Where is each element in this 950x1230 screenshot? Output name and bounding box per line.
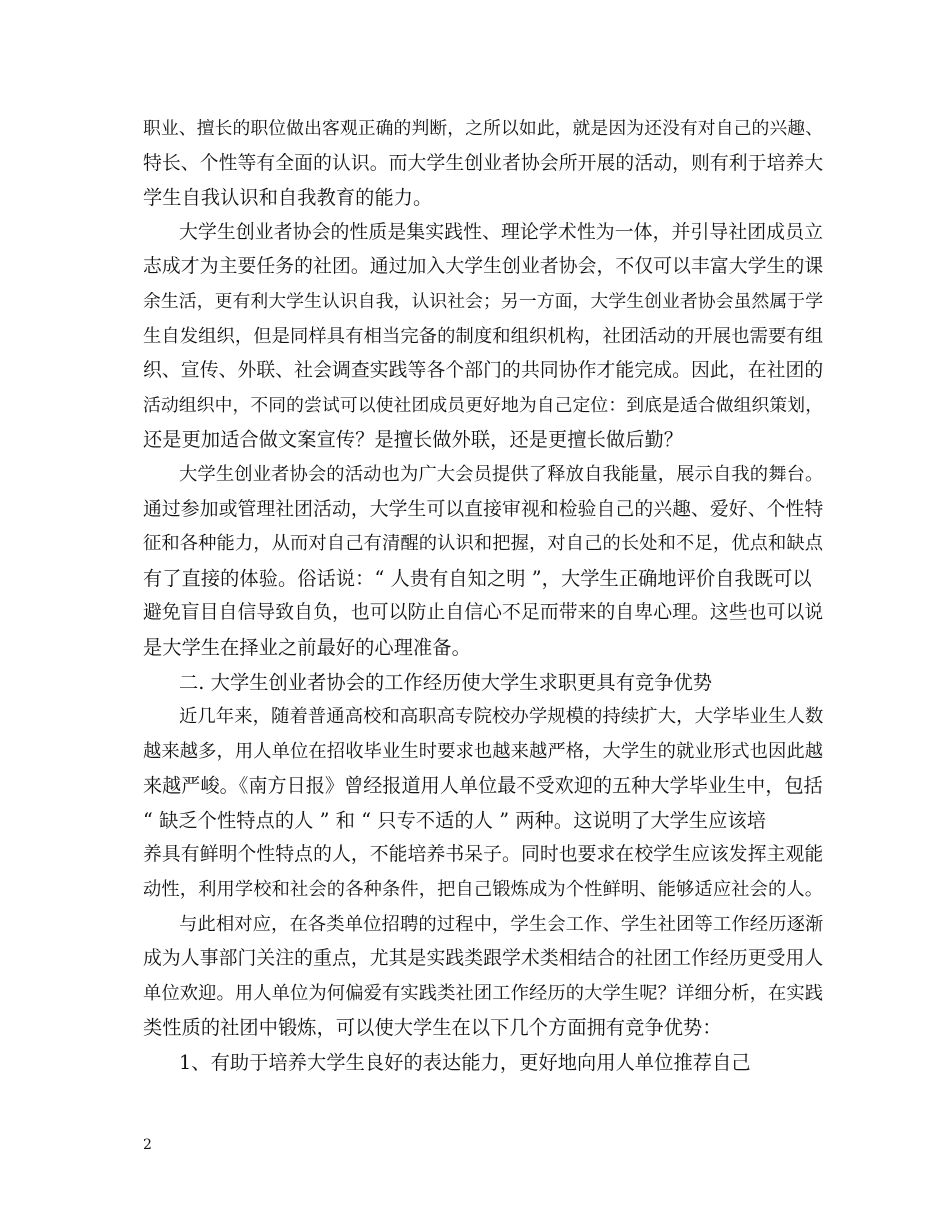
text-line: 与此相对应，在各类单位招聘的过程中，学生会工作、学生社团等工作经历逐渐	[179, 913, 824, 935]
text-line: 类性质的社团中锻炼，可以使大学生在以下几个方面拥有竞争优势：	[143, 1016, 722, 1040]
text-line: 养具有鲜明个性特点的人，不能培养书呆子。同时也要求在校学生应该发挥主观能	[143, 844, 824, 866]
text-line: 学生自我认识和自我教育的能力。	[143, 186, 433, 210]
text-line: 职业、擅长的职位做出客观正确的判断，之所以如此，就是因为还没有对自己的兴趣、	[143, 118, 824, 139]
text-line: 近几年来，随着普通高校和高职高专院校办学规模的持续扩大，大学毕业生人数	[179, 706, 824, 728]
text-line: 大学生创业者协会的活动也为广大会员提供了释放自我能量，展示自我的舞台。	[179, 463, 824, 485]
text-line: 成为人事部门关注的重点，尤其是实践类跟学术类相结合的社团工作经历更受用人	[143, 948, 824, 970]
text-line: 1、有助于培养大学生良好的表达能力，更好地向用人单位推荐自己	[179, 1051, 751, 1075]
text-line: 是大学生在择业之前最好的心理准备。	[143, 635, 471, 659]
page-number: 2	[143, 1137, 152, 1153]
text-line: 避免盲目自信导致自负，也可以防止自信心不足而带来的自卑心理。这些也可以说	[143, 602, 824, 624]
text-line: 征和各种能力，从而对自己有清醒的认识和把握，对自己的长处和不足，优点和缺点	[143, 533, 824, 555]
text-line: 织、宣传、外联、社会调查实践等各个部门的共同协作才能完成。因此，在社团的	[143, 360, 824, 382]
text-line: 有了直接的体验。俗话说：“ 人贵有自知之明 ”，大学生正确地评价自我既可以	[143, 566, 812, 590]
text-line: 二. 大学生创业者协会的工作经历使大学生求职更具有竞争优势	[179, 670, 713, 694]
text-line: 大学生创业者协会的性质是集实践性、理论学术性为一体，并引导社团成员立	[179, 221, 824, 243]
text-line: 越来越多，用人单位在招收毕业生时要求也越来越严格，大学生的就业形式也因此越	[143, 740, 824, 762]
text-line: “ 缺乏个性特点的人 ” 和 “ 只专不适的人 ” 两种。这说明了大学生应该培	[143, 808, 767, 832]
text-line: 余生活，更有利大学生认识自我，认识社会；另一方面，大学生创业者协会虽然属于学	[143, 290, 824, 312]
document-body	[143, 112, 823, 1081]
text-line: 还是更加适合做文案宣传？是擅长做外联，还是更擅长做后勤？	[143, 428, 684, 452]
text-line: 来越严峻。《南方日报》曾经报道用人单位最不受欢迎的五种大学毕业生中，包括	[143, 775, 823, 798]
text-line: 特长、个性等有全面的认识。而大学生创业者协会所开展的活动，则有利于培养大	[143, 152, 824, 174]
text-line: 动性，利用学校和社会的各种条件，把自己锻炼成为个性鲜明、能够适应社会的人。	[143, 879, 824, 901]
text-line: 单位欢迎。用人单位为何偏爱有实践类社团工作经历的大学生呢？详细分析，在实践	[143, 982, 824, 1004]
text-line: 生自发组织，但是同样具有相当完备的制度和组织机构，社团活动的开展也需要有组	[143, 325, 824, 347]
text-line: 通过参加或管理社团活动，大学生可以直接审视和检验自己的兴趣、爱好、个性特	[143, 498, 824, 520]
text-line: 活动组织中，不同的尝试可以使社团成员更好地为自己定位：到底是适合做组织策划，	[143, 394, 824, 416]
text-line: 志成才为主要任务的社团。通过加入大学生创业者协会，不仅可以丰富大学生的课	[143, 256, 824, 278]
